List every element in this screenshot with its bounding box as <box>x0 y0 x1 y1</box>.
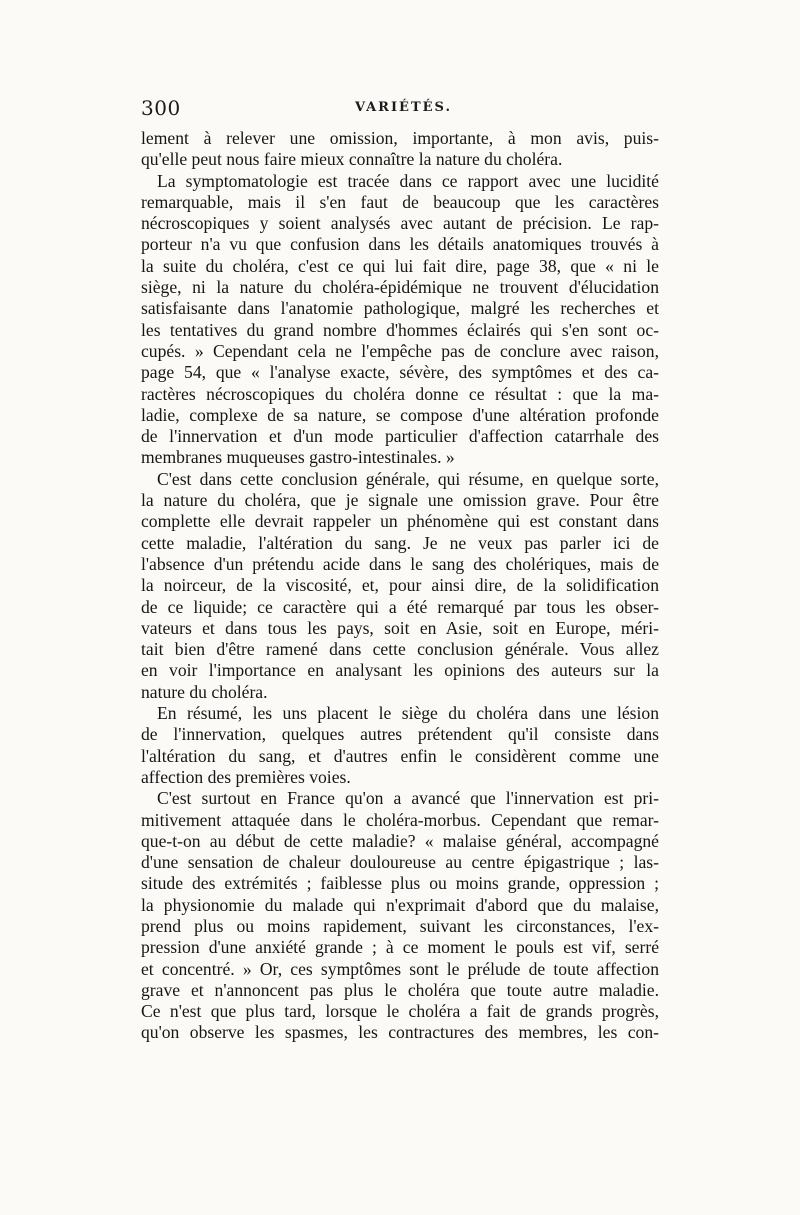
text-line: complette elle devrait rappeler un phénomène qui est constant dans <box>141 511 659 532</box>
text-line: tait bien d'être ramené dans cette conclusion générale. Vous allez <box>141 639 659 660</box>
text-line: porteur n'a vu que confusion dans les détails anatomiques trouvés à <box>141 234 659 255</box>
text-line: nature du choléra. <box>141 681 268 702</box>
text-line: La symptomatologie est tracée dans ce rapport avec une lucidité <box>157 170 659 191</box>
text-line: la suite du choléra, c'est ce qui lui fait dire, page 38, que « ni le <box>141 255 659 276</box>
text-line: satisfaisante dans l'anatomie pathologique, malgré les recherches et <box>141 298 659 319</box>
text-line: membranes muqueuses gastro-intestinales. » <box>141 447 455 468</box>
text-line: page 54, que « l'analyse exacte, sévère, des symptômes et des ca- <box>141 362 659 383</box>
text-line: remarquable, mais il s'en faut de beaucoup que les caractères <box>141 191 659 212</box>
text-line: grave et n'annoncent pas plus le choléra que toute autre maladie. <box>141 979 659 1000</box>
page-header <box>141 96 659 124</box>
text-line: que-t-on au début de cette maladie? « malaise général, accompagné <box>141 830 659 851</box>
text-line: siège, ni la nature du choléra-épidémique ne trouvent d'élucidation <box>141 277 659 298</box>
text-line: qu'elle peut nous faire mieux connaître la nature du choléra. <box>141 149 563 170</box>
text-line: ladie, complexe de sa nature, se compose d'une altération profonde <box>141 404 659 425</box>
text-line: la nature du choléra, que je signale une omission grave. Pour être <box>141 490 659 511</box>
page-number: 300 <box>141 96 181 120</box>
text-line: situde des extrémités ; faiblesse plus ou moins grande, oppression ; <box>141 873 659 894</box>
text-line: vateurs et dans tous les pays, soit en Asie, soit en Europe, méri- <box>141 617 659 638</box>
text-line: mitivement attaquée dans le choléra-morbus. Cependant que remar- <box>141 809 659 830</box>
text-line: l'altération du sang, et d'autres enfin le considèrent comme une <box>141 745 659 766</box>
text-line: C'est dans cette conclusion générale, qui résume, en quelque sorte, <box>157 468 659 489</box>
text-line: l'absence d'un prétendu acide dans le sang des cholériques, mais de <box>141 553 659 574</box>
text-line: ractères nécroscopiques du choléra donne ce résultat : que la ma- <box>141 383 659 404</box>
text-line: qu'on observe les spasmes, les contractures des membres, les con- <box>141 1022 659 1043</box>
text-line: pression d'une anxiété grande ; à ce moment le pouls est vif, serré <box>141 937 659 958</box>
text-line: En résumé, les uns placent le siège du choléra dans une lésion <box>157 703 659 724</box>
text-line: Ce n'est que plus tard, lorsque le choléra a fait de grands progrès, <box>141 1001 659 1022</box>
text-line: prend plus ou moins rapidement, suivant les circonstances, l'ex- <box>141 915 659 936</box>
text-line: nécroscopiques y soient analysés avec autant de précision. Le rap- <box>141 213 659 234</box>
running-head: VARIÉTÉS. <box>355 100 452 115</box>
text-line: de ce liquide; ce caractère qui a été remarqué par tous les obser- <box>141 596 659 617</box>
text-line: en voir l'importance en analysant les opinions des auteurs sur la <box>141 660 659 681</box>
text-line: affection des premières voies. <box>141 766 351 787</box>
text-line: de l'innervation et d'un mode particulier d'affection catarrhale des <box>141 426 659 447</box>
text-line: la noirceur, de la viscosité, et, pour ainsi dire, de la solidification <box>141 575 659 596</box>
text-line: lement à relever une omission, importante, à mon avis, puis- <box>141 128 659 148</box>
text-line: de l'innervation, quelques autres prétendent qu'il consiste dans <box>141 724 659 745</box>
text-line: cette maladie, l'altération du sang. Je ne veux pas parler ici de <box>141 532 659 553</box>
text-line: cupés. » Cependant cela ne l'empêche pas de conclure avec raison, <box>141 340 659 361</box>
text-line: d'une sensation de chaleur douloureuse au centre épigastrique ; las- <box>141 852 659 873</box>
text-line: C'est surtout en France qu'on a avancé que l'innervation est pri- <box>157 788 659 809</box>
text-line: et concentré. » Or, ces symptômes sont le prélude de toute affection <box>141 958 659 979</box>
text-line: les tentatives du grand nombre d'hommes éclairés qui s'en sont oc- <box>141 319 659 340</box>
text-line: la physionomie du malade qui n'exprimait d'abord que du malaise, <box>141 894 659 915</box>
body-text <box>141 128 659 1044</box>
